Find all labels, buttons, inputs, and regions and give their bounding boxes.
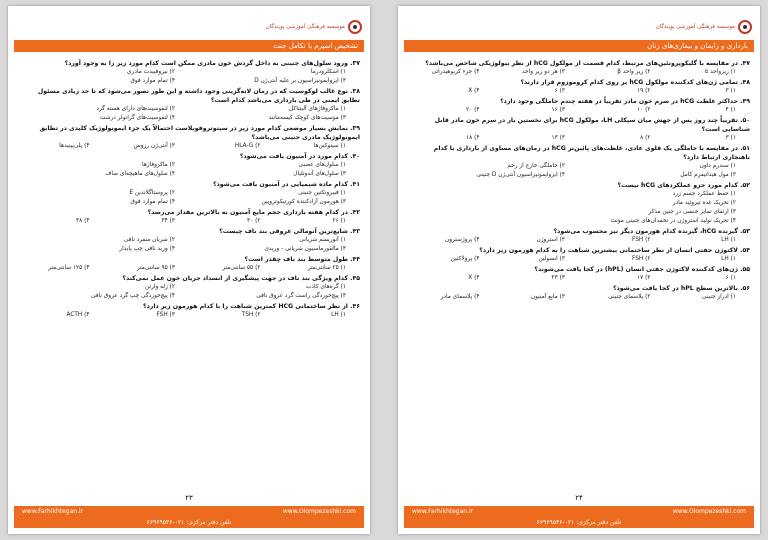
answer-option[interactable]: ۲) ۱۷ xyxy=(637,275,651,281)
answer-option[interactable]: ۲) ۸ xyxy=(640,135,651,141)
question-list xyxy=(18,58,360,320)
page-right xyxy=(398,6,760,534)
page-footer xyxy=(404,506,754,528)
answer-option[interactable]: ۱) ۴ xyxy=(725,107,736,113)
answer-option[interactable]: ۳) ایزوایمونیزاسیون بر علیه آنتی‌ژن D xyxy=(254,78,346,84)
answer-option[interactable]: ۳) ۱۶ xyxy=(551,107,565,113)
question-text: ۴۰. کدام مورد در آمنیون یافت می‌شود؟ xyxy=(239,153,360,160)
question-list xyxy=(408,58,750,302)
answer-option[interactable]: ۴) تحریک تولید استروژن در تخمدان‌های جنینی مؤنث xyxy=(610,218,736,224)
header-title: بارداری و زایمان و بیماری‌های زنان xyxy=(647,42,748,50)
answer-options xyxy=(18,217,360,226)
page-number: ۲۳ xyxy=(185,494,193,502)
answer-options xyxy=(18,105,360,123)
answer-option[interactable]: ۴) ۱۸ xyxy=(466,135,480,141)
answer-option[interactable]: ۱) آنوریسم شریانی xyxy=(299,237,346,243)
answer-option[interactable]: ۲) پلاسمای جنینی xyxy=(608,294,651,300)
logo-icon xyxy=(348,20,362,34)
question-text: ۴۶. از نظر ساختمانی HCG کمترین شباهت را با کدام هورمون زیر دارد؟ xyxy=(143,303,360,310)
question-text: ۴۵. کدام ویژگی بند ناف در جهت پیشگیری از انسداد جریان خون عمل نمی‌کند؟ xyxy=(122,275,360,282)
question-text: ۴۸. تمامی ژن‌های کدکننده مولکول hCG بر روی کدام کروموزوم قرار دارند؟ xyxy=(520,79,750,86)
answer-options xyxy=(408,236,750,245)
answer-option[interactable]: ۴) تمام موارد فوق xyxy=(130,199,175,205)
answer-option[interactable]: ۴) سلول‌های ماهیچه‌ای صاف xyxy=(105,171,175,177)
answer-option[interactable]: ۱) LH xyxy=(721,256,736,262)
answer-option[interactable]: ۱) سلول‌های عصبی xyxy=(298,162,346,168)
answer-option[interactable]: ۱) ۳ xyxy=(725,88,736,94)
answer-option[interactable]: ۳) مول هیداتیفرم کامل xyxy=(680,172,736,178)
answer-option[interactable]: ۳) ۳۴ xyxy=(161,218,175,224)
answer-options xyxy=(408,190,750,226)
answer-option[interactable]: ۲) تحریک غده تیروئید مادر xyxy=(672,200,736,206)
answer-option[interactable]: ۳) انسولین xyxy=(538,256,565,262)
answer-option[interactable]: ۱) ماکروفاژهای آلینتاکل xyxy=(289,106,346,112)
answer-option[interactable]: ۴) پلی‌پپتیدها xyxy=(59,143,90,149)
question-text: ۵۵. ژن‌های کدکننده لاکتوژن جفتی انسان (hPL) در کجا یافت می‌شوند؟ xyxy=(534,266,750,273)
footer-website-1[interactable]: www.Farhikhtegan.ir xyxy=(412,508,474,515)
answer-option[interactable]: ۴) ۱۲۵ سانتی‌متر xyxy=(48,265,90,271)
answer-option[interactable]: ۲) FSH xyxy=(631,237,651,243)
question-text: ۴۴. طول متوسط بند ناف چقدر است؟ xyxy=(244,256,360,263)
answer-option[interactable]: ۴) X xyxy=(468,88,480,94)
footer-website-2[interactable]: www.Olompezeshki.com xyxy=(672,508,746,515)
answer-option[interactable]: ۳) استروژن xyxy=(536,237,565,243)
answer-options xyxy=(18,311,360,320)
answer-option[interactable]: ۳) آنتی‌ژن رزوس xyxy=(133,143,175,149)
answer-options xyxy=(18,68,360,86)
answer-option[interactable]: ۳) ۱۳ xyxy=(551,135,565,141)
question-text: ۴۳. شایع‌ترین آنومالی عروقی بند ناف چیست؟ xyxy=(219,228,360,235)
answer-option[interactable]: ۱) ۲۶ xyxy=(332,218,346,224)
logo xyxy=(656,20,752,34)
answer-option[interactable]: ۱) LH xyxy=(721,237,736,243)
answer-options xyxy=(408,68,750,77)
answer-options xyxy=(18,283,360,301)
answer-option[interactable]: ۴) ۲۰ xyxy=(466,107,480,113)
answer-option[interactable]: ۴) ACTH xyxy=(66,312,90,318)
answer-option[interactable]: ۴) لنفوسیت‌های گرانولر درشت xyxy=(99,115,175,121)
footer-website-1[interactable]: www.Farhikhtegan.ir xyxy=(22,508,84,515)
answer-option[interactable]: ۴) ورید نافی چپ پایدار xyxy=(119,246,175,252)
page-header xyxy=(14,40,364,52)
answer-options xyxy=(408,255,750,264)
answer-option[interactable]: ۳) ۲۳ xyxy=(551,275,565,281)
answer-options xyxy=(408,162,750,180)
answer-options xyxy=(18,264,360,273)
answer-option[interactable]: ۲) ۱۹ xyxy=(637,88,651,94)
question-text: ۵۶. بالاترین سطح hPL در کجا یافت می‌شود؟ xyxy=(613,285,750,292)
answer-options xyxy=(18,142,360,151)
answer-option[interactable]: ۱) LH xyxy=(331,312,346,318)
answer-option[interactable]: ۲) ماکروفاژها xyxy=(141,162,175,168)
question-text: ۴۹. حداکثر غلظت hCG در سرم خون مادر تقریباً در هفته چندم حاملگی وجود دارد؟ xyxy=(500,98,750,105)
footer-phone: تلفن دفتر مرکزی: ۰۲۱-۶۶۹۶۹۵۳۶ xyxy=(146,519,232,526)
footer-website-2[interactable]: www.Olompezeshki.com xyxy=(282,508,356,515)
answer-option[interactable]: ۳) هورمون آزادکننده کورتیکوتروپین xyxy=(261,199,346,205)
answer-option[interactable]: ۲) حاملگی خارج از رحم xyxy=(507,163,565,169)
answer-option[interactable]: ۴) جزء کربوهیدراتی xyxy=(431,69,480,75)
answer-option[interactable]: ۲) FSH xyxy=(631,256,651,262)
answer-option[interactable]: ۲) شریان منفرد نافی xyxy=(123,237,175,243)
page-header xyxy=(404,40,754,52)
answer-option[interactable]: ۳) هر دو زیر واحد xyxy=(521,69,565,75)
header-title: تشخیص اسپرم با تکامل جنت xyxy=(273,42,358,50)
answer-options xyxy=(18,161,360,179)
answer-option[interactable]: ۱) زیرواحد α xyxy=(704,69,736,75)
answer-option[interactable]: ۳) ۹۵ سانتی‌متر xyxy=(136,265,175,271)
answer-options xyxy=(408,106,750,115)
answer-option[interactable]: ۲) HLA-G xyxy=(234,143,261,149)
answer-option[interactable]: ۲) ژله وارتن xyxy=(145,284,175,290)
answer-options xyxy=(408,274,750,283)
answer-option[interactable]: ۴) تمام موارد فوق xyxy=(130,78,175,84)
question-text: ۴۱. کدام ماده شیمیایی در آمنیون یافت می‌شود؟ xyxy=(213,181,360,188)
question-text: ۵۱. در مقایسه با حاملگی یک قلوی عادی، غلظت‌های پائین‌تر hCG در زمان‌های مساوی از بارداری با کدام ناهنجاری ارتباط دارد؟ xyxy=(433,145,750,161)
answer-option[interactable]: ۳) FSH xyxy=(156,312,175,318)
answer-option[interactable]: ۴) ۳۸ xyxy=(76,218,90,224)
question-text: ۴۷. در مقایسه با گلیکوپروتئین‌های مرتبط، کدام قسمت از مولکول hCG از نظر بیولوژیکی شاخص می‌باشد؟ xyxy=(425,60,750,67)
answer-option[interactable]: ۱) سندرم داون xyxy=(699,163,736,169)
answer-option[interactable]: ۴) پروژسترون xyxy=(444,237,480,243)
question-text: ۳۸. نوع غالب لوکوسیت که در زمان لانه‌گزینی وجود داشته و این طور تصور می‌شود که تا حد زیادی مسئول تطابق ایمنی در طی بارداری می‌باشد کدام است؟ xyxy=(37,88,360,104)
footer-phone: تلفن دفتر مرکزی: ۰۲۱-۶۶۹۶۹۵۳۶ xyxy=(536,519,622,526)
brand-name: موسسه فرهنگی آموزشی پویندگان xyxy=(265,24,345,30)
answer-options xyxy=(18,236,360,254)
question-text: ۵۰. تقریباً چند روز پس از جهش میان سیکلی LH، مولکول hCG برای نخستین بار در سرم خون مادر قابل شناسایی است؟ xyxy=(434,117,750,133)
page-footer xyxy=(14,506,364,528)
question-text: ۳۹. نمایش بسیار موضعی کدام مورد زیر در سیتوتروفوبلاست احتمالاً یک جزء ایمونولوژیک کلیدی در تطابق ایمونولوژیک مادری جنینی می‌باشد؟ xyxy=(39,125,360,141)
answer-option[interactable]: ۱) گره‌های کاذب xyxy=(306,284,346,290)
answer-option[interactable]: ۳) مالفورماسیون شریانی - وریدی xyxy=(264,246,346,252)
page-number: ۲۴ xyxy=(575,494,583,502)
question-text: ۵۲. کدام مورد جزو عملکردهای hCG نیست؟ xyxy=(617,182,750,189)
answer-option[interactable]: ۲) نیروفیبدت مادری xyxy=(127,69,175,75)
answer-option[interactable]: ۴) پیچ‌خوردگی چپ گرد عروق نافی xyxy=(90,293,175,299)
answer-option[interactable]: ۱) ۲۵ سانتی‌متر xyxy=(307,265,346,271)
answer-option[interactable]: ۳) سلول‌های آندوتلیال xyxy=(293,171,346,177)
answer-option[interactable]: ۲) ۳۰ xyxy=(247,218,261,224)
brand-name: موسسه فرهنگی آموزشی پویندگان xyxy=(655,24,735,30)
answer-options xyxy=(408,87,750,96)
question-text: ۵۳. گیرنده hCG، گیرنده کدام هورمون دیگر نیز محسوب می‌شود؟ xyxy=(553,228,750,235)
answer-option[interactable]: ۱) ۳ xyxy=(725,135,736,141)
answer-option[interactable]: ۳) ۶ xyxy=(554,88,565,94)
answer-option[interactable]: ۳) مایع آمنیون xyxy=(530,294,565,300)
page-left xyxy=(8,6,370,534)
answer-options xyxy=(18,189,360,207)
answer-option[interactable]: ۲) ۱۰ xyxy=(637,107,651,113)
answer-option[interactable]: ۴) پرولاکتین xyxy=(450,256,480,262)
answer-option[interactable]: ۲) پروستاگلاندین E xyxy=(129,190,175,196)
answer-option[interactable]: ۳) ارتقای تمایز جنسی در جنین مذکر xyxy=(648,209,736,215)
answer-option[interactable]: ۱) فیبرونکتین جنینی xyxy=(298,190,346,196)
answer-options xyxy=(408,293,750,302)
answer-option[interactable]: ۱) ۶ xyxy=(725,275,736,281)
answer-option[interactable]: ۲) ۵۵ سانتی‌متر xyxy=(222,265,261,271)
answer-option[interactable]: ۳) پیچ‌خوردگی راست گرد عروق نافی xyxy=(256,293,346,299)
answer-option[interactable]: ۲) زیر واحد β xyxy=(617,69,651,75)
answer-option[interactable]: ۱) حفظ عملکرد جسم زرد xyxy=(672,191,736,197)
answer-option[interactable]: ۲) لنفوسیت‌های دارای هسته گرد xyxy=(96,106,175,112)
answer-option[interactable]: ۱) سیتوکین‌ها xyxy=(313,143,346,149)
answer-option[interactable]: ۱) اسکلرودرما xyxy=(310,69,346,75)
question-text: ۳۷. ورود سلول‌های جنینی به داخل گردش خون مادری ممکن است کدام مورد زیر را به وجود آورد؟ xyxy=(64,60,360,67)
answer-option[interactable]: ۴) X xyxy=(468,275,480,281)
logo xyxy=(266,20,362,34)
answer-options xyxy=(408,134,750,143)
question-text: ۵۴. لاکتوژن جفتی انسان از نظر ساختمانی بیشترین شباهت را به کدام هورمون زیر دارد؟ xyxy=(479,247,750,254)
answer-option[interactable]: ۳) موسیت‌های کوچک کیسه‌مانند xyxy=(268,115,346,121)
answer-option[interactable]: ۱) ادرار جنینی xyxy=(701,294,736,300)
question-text: ۴۲. در کدام هفته بارداری حجم مایع آمنیون به بالاترین مقدار می‌رسد؟ xyxy=(147,209,360,216)
answer-option[interactable]: ۲) TSH xyxy=(241,312,261,318)
answer-option[interactable]: ۴) پلاسمای مادر xyxy=(440,294,480,300)
logo-icon xyxy=(738,20,752,34)
answer-option[interactable]: ۴) ایزوایمونیزاسیون آنتی‌ژن D جنینی xyxy=(476,172,565,178)
